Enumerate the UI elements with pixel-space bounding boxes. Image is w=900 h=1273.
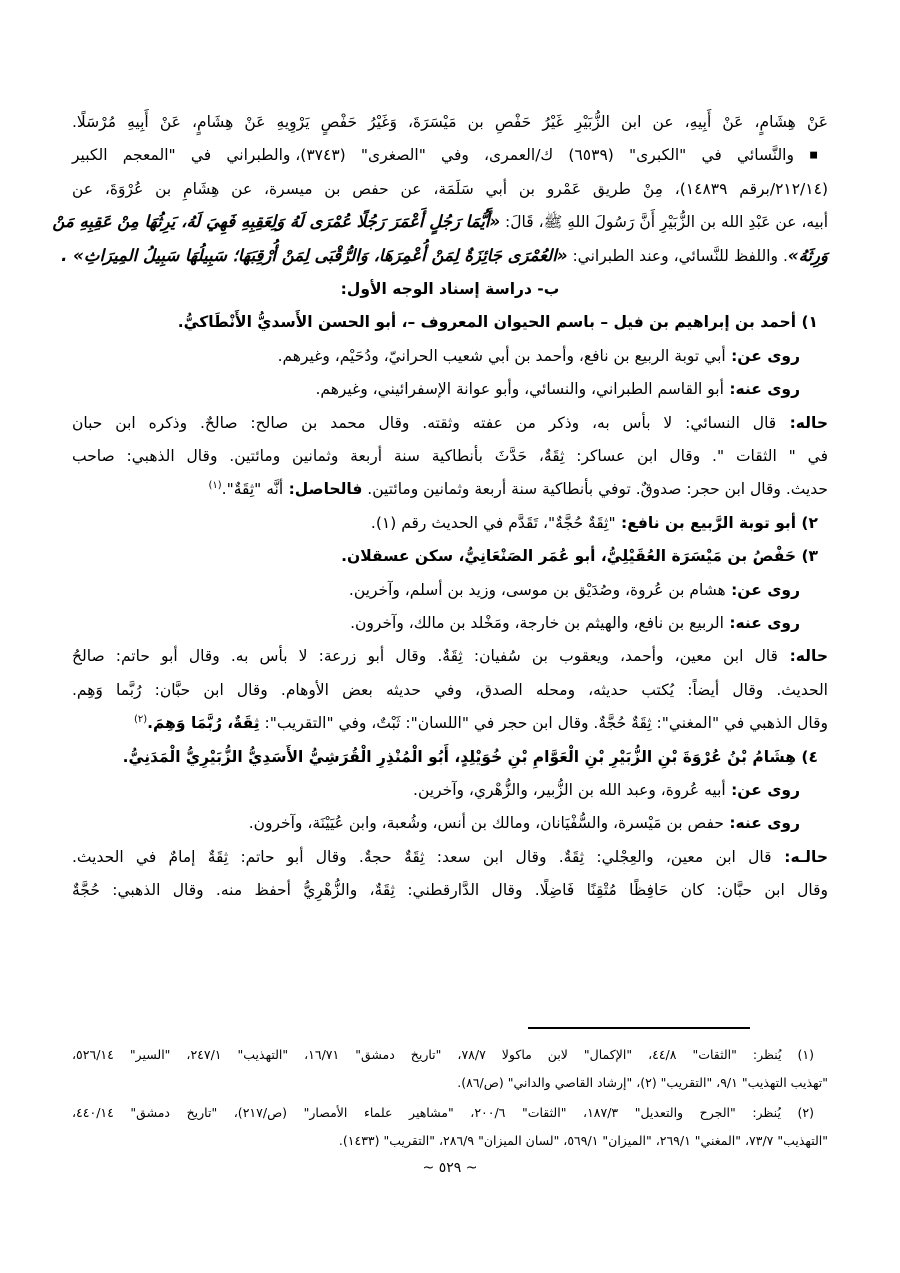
text-span: ٤) هِشَامُ بْنُ عُرْوَةَ بْنِ الزُّبَيْرِ بْنِ الْعَوَّامِ بْنِ خُوَيْلِدٍ، أَبُو الْمُنْذِرِ الْقُرَشِيُّ الأَسَدِيُّ الزُّبَيْرِيُّ الْمَدَنِيُّ. bbox=[122, 747, 818, 766]
text-line bbox=[72, 843, 828, 871]
footnote-ref: (١) bbox=[208, 480, 222, 492]
text-span: وقال الذهبي في "المغني": ثِقَةٌ حُجَّةٌ. وقال ابن حجر في "اللسان": ثَبْتٌ، وفي "التقريب": bbox=[259, 714, 828, 733]
text-line bbox=[52, 208, 828, 236]
text-span: قال النسائي: لا بأس به، وذكر من عفته وثقته. وقال محمد بن صالح: صالحٌ. وذكره ابن حبان bbox=[72, 413, 777, 432]
text-line bbox=[72, 475, 828, 503]
text-span: وَرِثَهُ» bbox=[787, 245, 828, 265]
text-span: ٢) أبو توبة الرَّبيع بن نافع: bbox=[615, 513, 818, 532]
text-span: قال ابن معين، والعِجْلي: ثِقَةٌ. وقال ابن سعد: ثِقَةٌ حجةٌ. وقال أبو حاتم: ثِقَةٌ إمامٌ في الحديث. bbox=[72, 847, 772, 866]
text-span: حاله: bbox=[777, 647, 828, 666]
text-span: روى عنه: bbox=[723, 614, 800, 632]
text-span: أبي توبة الربيع بن نافع، وأحمد بن أبي شعيب الحرانيّ، ودُحَيْم، وغيرهم. bbox=[277, 346, 726, 365]
footnote-line: "تهذيب التهذيب" ٩/١، "التقريب" (٢)، "إرشاد القاصي والداني" (ص/٨٦). bbox=[457, 1075, 828, 1090]
text-line bbox=[72, 108, 828, 136]
text-line bbox=[72, 709, 828, 737]
text-line bbox=[72, 275, 828, 303]
text-span: هشام بن عُروة، وصُدَيْق بن موسى، وزيد بن أسلم، وآخرين. bbox=[348, 580, 726, 599]
text-span: ١) أحمد بن إبراهيم بن فيل – باسم الحيوان المعروف –، أبو الحسن الأَسديُّ الأَنْطَاكيُّ. bbox=[177, 313, 818, 332]
text-span: حالـه: bbox=[771, 847, 828, 866]
text-line bbox=[72, 375, 828, 403]
text-span: روى عن: bbox=[725, 346, 800, 365]
text-span: أبيه عُروة، وعبد الله بن الزُّبير، والزُّهْري، وآخرين. bbox=[413, 781, 726, 799]
footnote-line: "التهذيب" ٧٣/٧، "المغني" ٢٦٩/١، "الميزان" ٥٦٩/١، "لسان الميزان" ٢٨٦/٩، "التقريب" (١٤٣٣). bbox=[338, 1133, 828, 1148]
text-span: عَنْ هِشَامٍ، عَنْ أَبِيهِ، عن ابن الزُّبَيْرِ غَيْرُ حَفْصِ بن مَيْسَرَةَ، وَغَيْرُ حَفْصٍ يَرْوِيهِ عَنْ هِشَامٍ، عَنْ أَبِيهِ مُرْسَلًا. bbox=[72, 113, 828, 131]
text-line bbox=[72, 809, 828, 837]
text-span: حاله: bbox=[776, 413, 828, 432]
text-line bbox=[61, 242, 828, 270]
text-span: وقال ابن حبَّان: كان حَافِظًا مُتْقِنًا فَاضِلًا. وقال الدَّارقطني: ثِقَةٌ، والزُّهْرِيُّ أحفظ منه. وقال الذهبي: حُجَّةٌ bbox=[72, 881, 828, 900]
text-line bbox=[72, 141, 828, 169]
footnote-ref: (٢) bbox=[133, 714, 148, 726]
footnote-line: (٢) يُنظر: "الجرح والتعديل" ١٨٧/٣، "الثقات" ٢٠٠/٦، "مشاهير علماء الأمصار" (ص/٢١٧)، "تاريخ دمشق" ٤٤٠/١٤، bbox=[72, 1105, 815, 1120]
text-span: روى عنه: bbox=[723, 814, 800, 833]
text-span: أبو القاسم الطبراني، والنسائي، وأبو عوانة الإسفرائيني، وغيرهم. bbox=[315, 380, 724, 399]
text-line bbox=[72, 308, 828, 336]
text-span: فالحاصل: bbox=[283, 480, 363, 499]
text-line bbox=[72, 642, 828, 670]
text-span: الربيع بن نافع، والهيثم بن خارجة، ومَخْلد بن مالك، وآخرون. bbox=[350, 614, 724, 632]
page-number: ~ ٥٢٩ ~ bbox=[422, 1160, 478, 1176]
text-span: أبيه، عن عَبْدِ الله بن الزُّبَيْرِ أَنَّ رَسُولَ اللهِ ﷺ، قَالَ: bbox=[500, 213, 828, 232]
text-span: الحديث. وقال أيضاً: يُكتب حديثه، ومحله الصدق، وفي حديثه بعض الأوهام. وقال ابن حبَّان: رُبَّما وَهِم. bbox=[72, 680, 828, 699]
text-line bbox=[72, 676, 828, 704]
text-span: (٢١٢/١٤/برقم ١٤٨٣٩)، مِنْ طريق عَمْرو بن أبي سَلَمَة، عن حفص بن ميسرة، عن هِشَامِ بن عُرْوَةَ، عن bbox=[72, 179, 828, 198]
text-line bbox=[72, 442, 828, 470]
bullet-icon: ■ bbox=[809, 150, 828, 161]
text-line bbox=[72, 409, 828, 437]
footnote-separator bbox=[528, 1027, 750, 1029]
text-span: ثِقَةٌ، رُبَّمَا وَهِمَ. bbox=[147, 714, 260, 733]
text-span: حديث. وقال ابن حجر: صدوقٌ. توفي بأنطاكية سنة أربعة وثمانين ومائتين. bbox=[362, 480, 828, 499]
text-line bbox=[72, 509, 828, 537]
text-line bbox=[72, 743, 828, 771]
text-span: أنَّه "ثِقَةٌ". bbox=[221, 480, 284, 499]
text-span: ب- دراسة إسناد الوجه الأول: bbox=[340, 280, 560, 298]
text-span: في " الثقات ". وقال ابن عساكر: ثِقَةٌ، حَدَّثَ بأنطاكية سنة أربعة وثمانين ومائتين. وقال الذهبي: صاحب bbox=[72, 447, 828, 465]
text-line bbox=[72, 342, 828, 370]
text-span: حفص بن مَيْسرة، والسُّفْيَانان، ومالك بن أنس، وشُعبة، وابن عُيَيْنَة، وآخرون. bbox=[248, 814, 724, 833]
text-line bbox=[72, 542, 828, 570]
text-span: . واللفظ للنَّسائي، وعند الطبراني: bbox=[567, 246, 788, 265]
text-span: روى عن: bbox=[725, 781, 800, 799]
text-span: روى عنه: bbox=[723, 380, 800, 399]
text-span: ٣) حَفْصُ بن مَيْسَرَة العُقَيْلِيُّ، أبو عُمَر الصَنْعَانِيُّ، سكن عسقلان. bbox=[341, 547, 818, 566]
text-line bbox=[72, 876, 828, 904]
text-line bbox=[72, 576, 828, 604]
text-line bbox=[72, 175, 828, 203]
text-line bbox=[72, 609, 828, 637]
text-span: «العُمْرَى جَائِزَةٌ لِمَنْ أُعْمِرَهَا، وَالرُّقْبَى لِمَنْ أُرْقِبَهَا؛ سَبِيلُهَا سَبِيلُ المِيرَاثِ» . bbox=[61, 245, 568, 265]
text-span: قال ابن معين، وأحمد، ويعقوب بن سُفيان: ثِقَةٌ. وقال أبو زرعة: لا بأس به. وقال أبو حاتم: صالحُ bbox=[72, 647, 778, 666]
text-span: روى عن: bbox=[725, 580, 800, 599]
text-line bbox=[72, 776, 828, 804]
footnote-line: (١) يُنظر: "الثقات" ٤٤/٨، "الإكمال" لابن ماكولا ٧٨/٧، "تاريخ دمشق" ١٦/٧١، "التهذيب" ٢٤٧/١، "السير" ٥٢٦/١٤، bbox=[72, 1047, 814, 1062]
text-span: والنَّسائي في "الكبرى" (٦٥٣٩) ك/العمرى، وفي "الصغرى" (٣٧٤٣)، والطبراني في "المعجم الكبير bbox=[72, 146, 810, 165]
text-span: «أَيُّمَا رَجُلٍ أَعْمَرَ رَجُلًا عُمْرَى لَهُ وَلِعَقِبِهِ فَهِيَ لَهُ، يَرِثُهَا مِنْ عَقِبِهِ مَنْ bbox=[52, 212, 501, 232]
text-span: "ثِقَةٌ حُجَّةٌ"، تَقَدَّم في الحديث رقم (١). bbox=[370, 513, 616, 532]
